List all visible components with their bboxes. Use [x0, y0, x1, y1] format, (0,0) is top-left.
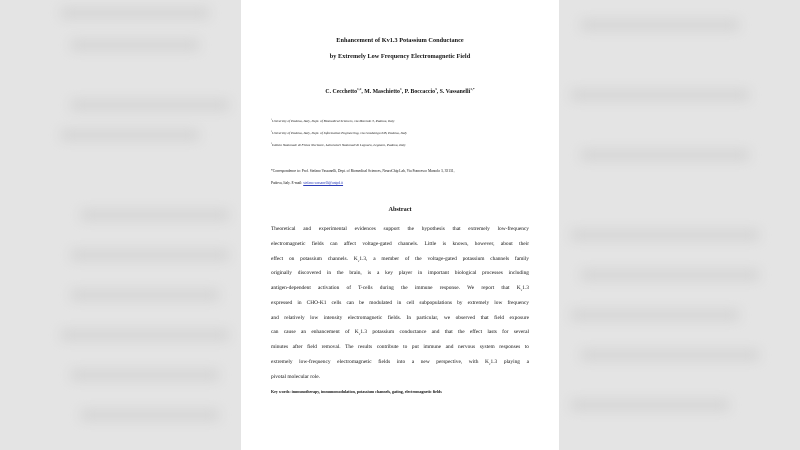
- author-affiliation-mark: 1: [399, 87, 402, 92]
- affiliation-text: Istituto Nazionale di Fisica Nucleare, Laboratori Nazionali di Legnaro, Legnaro, Padova, Italy: [272, 143, 406, 147]
- affiliation-mark: 1: [271, 118, 273, 121]
- author-affiliation-mark: 3: [434, 87, 437, 92]
- author-name: C. Cecchetto: [325, 89, 357, 95]
- abstract-line: extremely low-frequency electromagnetic fields into a new perspective, with $K_v1.3$ playing a: [271, 358, 529, 366]
- affiliation-3: [271, 143, 406, 147]
- abstract-line: minutes after field removal. The results contribute to put immune and nervous system responses to: [271, 344, 529, 350]
- keywords: [271, 389, 442, 394]
- abstract-line: antigen-dependent activation of T-cells during the immune response. We report that $K_v1.3$: [271, 285, 529, 293]
- affiliation-text: University of Padova, Italy, Dept. of Information Engineering, via Gradenigo 6/B, Padova, Italy: [272, 131, 407, 135]
- background-blur-right: [560, 0, 800, 450]
- author-name: M. Maschietto: [364, 89, 400, 95]
- affiliation-2: [271, 131, 407, 135]
- author-affiliation-mark: 1,2: [356, 87, 362, 92]
- author-list: C. Cecchetto$^{1,2}$, M. Maschietto$^1$, P. Boccaccio$^3$, S. Vassanelli$^{1,*}$: [325, 87, 475, 95]
- abstract-line: and relatively low intensity electromagnetic fields. In particular, we observed that field exposure: [271, 314, 529, 321]
- affiliation-mark: 2: [271, 130, 273, 133]
- paper-title-line-2: by Extremely Low Frequency Electromagnetic Field: [329, 53, 471, 60]
- correspondence-line-1: *Correspondence to: Prof. Stefano Vassanelli, Dept. of Biomedical Sciences, NeuroChip Lab, Via Francesco Marzolo 3, 35131,: [271, 169, 455, 173]
- paper-title-line-1: Enhancement of Kv1.3 Potassium Conductance: [336, 37, 464, 44]
- affiliation-text: University of Padova, Italy, Dept. of Biomedical Sciences, via Marzolo 3, Padova, Italy: [272, 119, 395, 123]
- background-blur-left: [0, 0, 240, 450]
- affiliation-mark: 3: [271, 142, 273, 145]
- correspondence-email-link[interactable]: stefano.vassanelli@unipd.it: [303, 181, 344, 185]
- abstract-line: expressed in CHO-K1 cells can be modulated in cell subpopulations by extremely low frequency: [271, 300, 529, 306]
- abstract-line-last: pivotal molecular role.: [271, 373, 320, 380]
- author-name: S. Vassanelli: [439, 89, 471, 95]
- abstract-heading: Abstract: [388, 206, 412, 213]
- author-name: P. Boccaccio: [404, 89, 435, 95]
- document-page: [241, 0, 559, 450]
- keywords-text: immunotherapy, immunomodulation, potassium channels, gating, electromagnetic fields: [291, 389, 442, 394]
- correspondence-prefix: Padova, Italy. E-mail:: [271, 181, 304, 185]
- abstract-line: can cause an enhancement of $K_v1.3$ potassium conductance and that the effect lasts for several: [271, 329, 529, 337]
- abstract-line: Theoretical and experimental evidences support the hypothesis that extremely low-frequency: [271, 226, 529, 232]
- abstract-line: originally discovered in the brain, is a key player in important biological processes including: [271, 270, 529, 276]
- abstract-line: electromagnetic fields can affect voltage-gated channels. Little is known, however, about their: [271, 241, 529, 247]
- keywords-label: Key words:: [271, 389, 291, 394]
- correspondence-line-2: [271, 181, 343, 185]
- affiliation-1: [271, 119, 395, 123]
- author-affiliation-mark: 1,*: [470, 87, 475, 92]
- abstract-line: effect on potassium channels. $K_v1.3$, a member of the voltage-gated potassium channels family: [271, 255, 529, 263]
